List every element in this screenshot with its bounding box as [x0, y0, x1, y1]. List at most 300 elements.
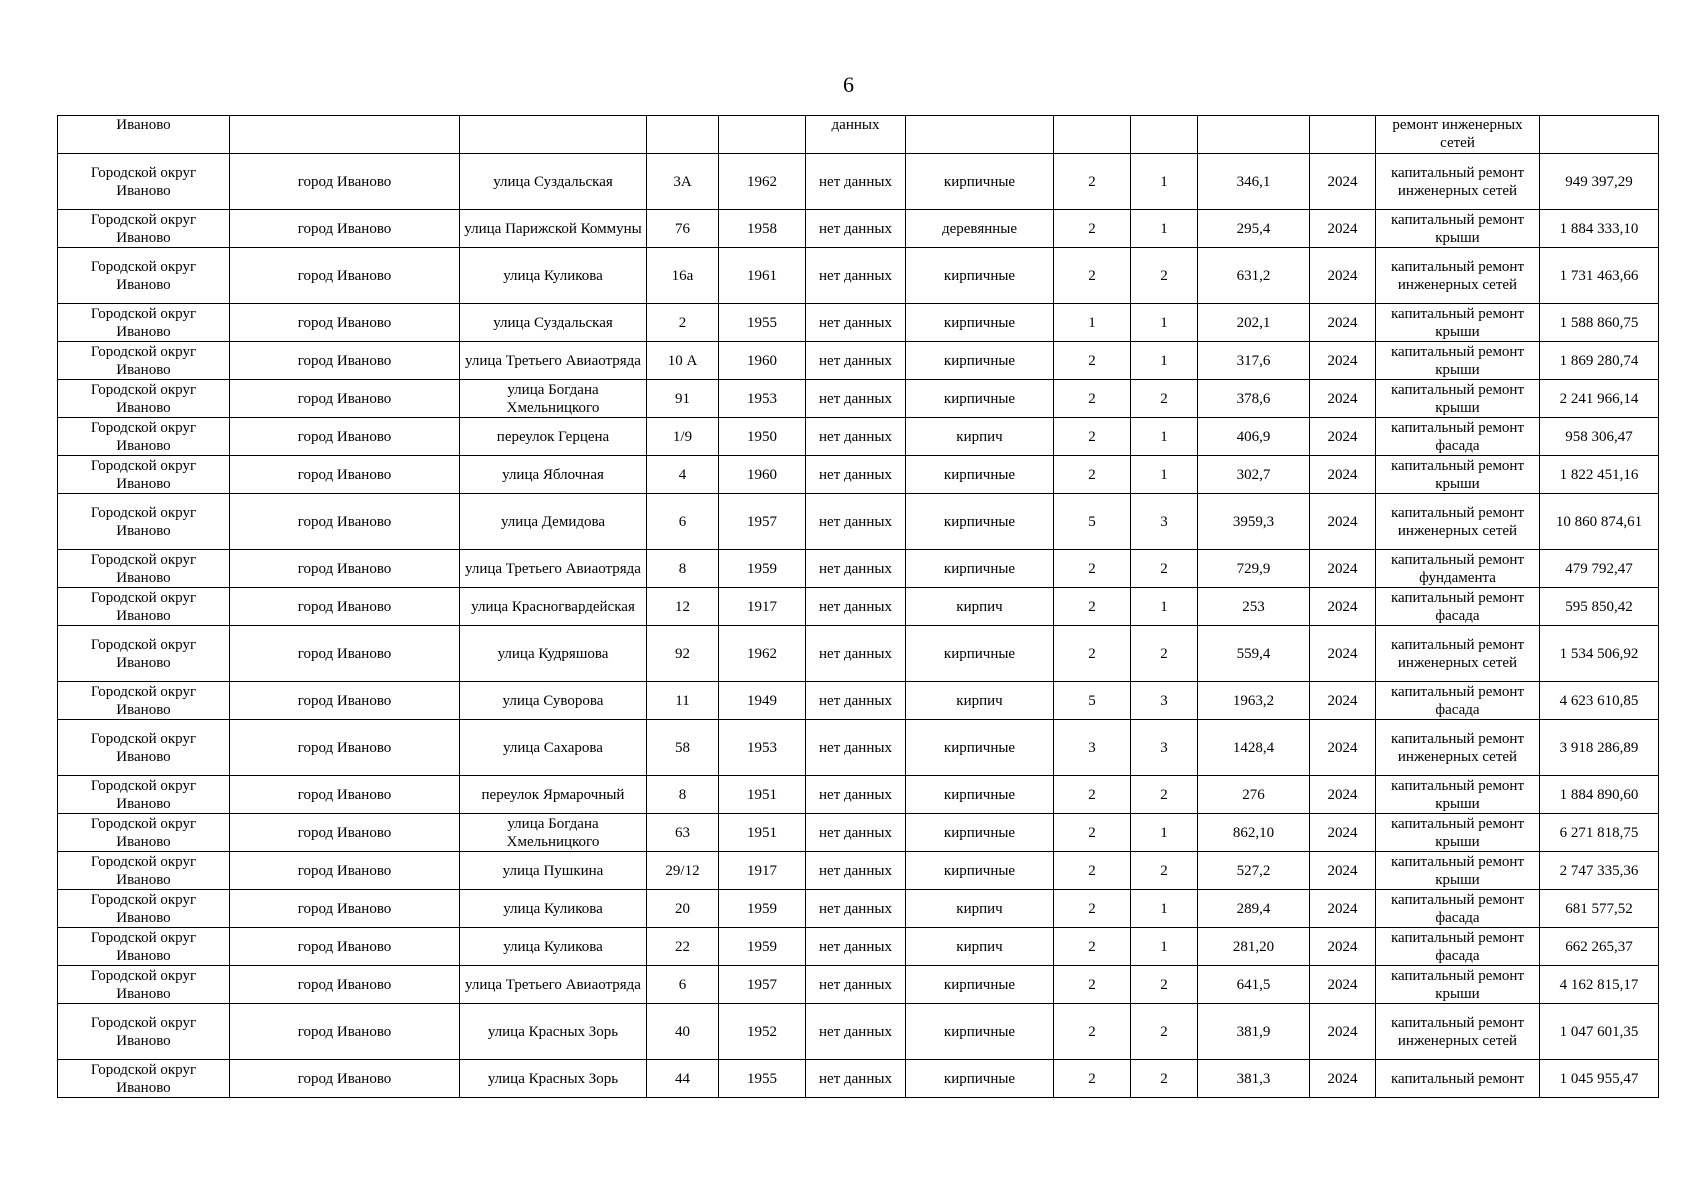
cell-house: 20	[647, 890, 719, 928]
table-row	[58, 776, 1659, 814]
cell-series: нет данных	[806, 1060, 906, 1098]
cell-year: 1955	[719, 304, 806, 342]
cell-street: улица Куликова	[460, 928, 647, 966]
cell-series: нет данных	[806, 588, 906, 626]
cell-area: 302,7	[1198, 456, 1310, 494]
cell-area: 641,5	[1198, 966, 1310, 1004]
cell-series: нет данных	[806, 890, 906, 928]
cell-floors: 2	[1054, 456, 1131, 494]
cell-settlement: город Иваново	[230, 304, 460, 342]
cell-year: 1958	[719, 210, 806, 248]
cell-municipality: Городской округ Иваново	[58, 1004, 230, 1060]
cell-plan-year: 2024	[1310, 380, 1376, 418]
cell-wall-material: кирпичные	[906, 966, 1054, 1004]
cell-work-type: капитальный ремонт крыши	[1376, 304, 1540, 342]
cell-house: 3А	[647, 154, 719, 210]
cell-plan-year: 2024	[1310, 418, 1376, 456]
cell-settlement	[230, 116, 460, 154]
cell-plan-year: 2024	[1310, 1004, 1376, 1060]
cell-cost: 10 860 874,61	[1540, 494, 1659, 550]
cell-entrances: 2	[1131, 248, 1198, 304]
cell-floors: 2	[1054, 966, 1131, 1004]
cell-wall-material: кирпичные	[906, 1060, 1054, 1098]
cell-house: 8	[647, 776, 719, 814]
cell-year: 1961	[719, 248, 806, 304]
cell-house: 4	[647, 456, 719, 494]
cell-plan-year: 2024	[1310, 304, 1376, 342]
cell-cost: 1 884 890,60	[1540, 776, 1659, 814]
cell-house: 40	[647, 1004, 719, 1060]
cell-area: 289,4	[1198, 890, 1310, 928]
cell-plan-year: 2024	[1310, 626, 1376, 682]
cell-house: 8	[647, 550, 719, 588]
cell-floors: 3	[1054, 720, 1131, 776]
cell-settlement: город Иваново	[230, 494, 460, 550]
cell-plan-year: 2024	[1310, 210, 1376, 248]
cell-year	[719, 116, 806, 154]
cell-settlement: город Иваново	[230, 588, 460, 626]
cell-area: 406,9	[1198, 418, 1310, 456]
cell-work-type: капитальный ремонт крыши	[1376, 852, 1540, 890]
cell-year: 1962	[719, 626, 806, 682]
cell-area: 276	[1198, 776, 1310, 814]
cell-house: 12	[647, 588, 719, 626]
cell-area: 281,20	[1198, 928, 1310, 966]
cell-series: нет данных	[806, 380, 906, 418]
cell-municipality: Городской округ Иваново	[58, 814, 230, 852]
cell-floors: 2	[1054, 1004, 1131, 1060]
cell-work-type: капитальный ремонт инженерных сетей	[1376, 1004, 1540, 1060]
cell-street: улица Третьего Авиаотряда	[460, 550, 647, 588]
cell-work-type: капитальный ремонт крыши	[1376, 210, 1540, 248]
table-row	[58, 966, 1659, 1004]
cell-entrances: 1	[1131, 456, 1198, 494]
cell-street: улица Суздальская	[460, 304, 647, 342]
cell-house: 44	[647, 1060, 719, 1098]
table-row	[58, 814, 1659, 852]
table-row	[58, 154, 1659, 210]
cell-wall-material: кирпичные	[906, 456, 1054, 494]
cell-entrances: 3	[1131, 682, 1198, 720]
cell-plan-year: 2024	[1310, 852, 1376, 890]
cell-municipality: Городской округ Иваново	[58, 210, 230, 248]
cell-house: 91	[647, 380, 719, 418]
cell-plan-year: 2024	[1310, 494, 1376, 550]
table-row	[58, 456, 1659, 494]
cell-floors: 2	[1054, 154, 1131, 210]
table-row	[58, 682, 1659, 720]
cell-area: 202,1	[1198, 304, 1310, 342]
cell-work-type: капитальный ремонт инженерных сетей	[1376, 154, 1540, 210]
cell-settlement: город Иваново	[230, 1004, 460, 1060]
cell-street: улица Третьего Авиаотряда	[460, 342, 647, 380]
cell-year: 1959	[719, 890, 806, 928]
cell-year: 1960	[719, 342, 806, 380]
cell-work-type: капитальный ремонт крыши	[1376, 966, 1540, 1004]
table-row	[58, 550, 1659, 588]
cell-cost: 1 822 451,16	[1540, 456, 1659, 494]
cell-municipality: Городской округ Иваново	[58, 776, 230, 814]
cell-house: 22	[647, 928, 719, 966]
cell-wall-material: кирпичные	[906, 380, 1054, 418]
cell-series: нет данных	[806, 928, 906, 966]
cell-series: данных	[806, 116, 906, 154]
table-body	[58, 116, 1659, 1098]
cell-year: 1960	[719, 456, 806, 494]
cell-settlement: город Иваново	[230, 626, 460, 682]
cell-series: нет данных	[806, 342, 906, 380]
cell-work-type: капитальный ремонт инженерных сетей	[1376, 494, 1540, 550]
cell-settlement: город Иваново	[230, 248, 460, 304]
cell-year: 1949	[719, 682, 806, 720]
cell-street: улица Суздальская	[460, 154, 647, 210]
cell-street: улица Куликова	[460, 248, 647, 304]
cell-plan-year: 2024	[1310, 814, 1376, 852]
cell-cost: 949 397,29	[1540, 154, 1659, 210]
cell-series: нет данных	[806, 720, 906, 776]
cell-settlement: город Иваново	[230, 852, 460, 890]
cell-wall-material: кирпичные	[906, 720, 1054, 776]
cell-area	[1198, 116, 1310, 154]
cell-plan-year: 2024	[1310, 966, 1376, 1004]
cell-settlement: город Иваново	[230, 210, 460, 248]
cell-entrances	[1131, 116, 1198, 154]
cell-area: 346,1	[1198, 154, 1310, 210]
table-row	[58, 248, 1659, 304]
cell-plan-year: 2024	[1310, 682, 1376, 720]
cell-cost: 479 792,47	[1540, 550, 1659, 588]
cell-entrances: 2	[1131, 626, 1198, 682]
cell-floors: 2	[1054, 890, 1131, 928]
cell-work-type: капитальный ремонт фундамента	[1376, 550, 1540, 588]
cell-plan-year: 2024	[1310, 720, 1376, 776]
cell-settlement: город Иваново	[230, 776, 460, 814]
cell-work-type: капитальный ремонт крыши	[1376, 814, 1540, 852]
cell-street	[460, 116, 647, 154]
cell-house: 92	[647, 626, 719, 682]
cell-cost	[1540, 116, 1659, 154]
cell-street: улица Третьего Авиаотряда	[460, 966, 647, 1004]
cell-area: 381,9	[1198, 1004, 1310, 1060]
cell-floors: 1	[1054, 304, 1131, 342]
cell-entrances: 1	[1131, 304, 1198, 342]
cell-plan-year	[1310, 116, 1376, 154]
cell-cost: 958 306,47	[1540, 418, 1659, 456]
table-row	[58, 494, 1659, 550]
cell-street: улица Красных Зорь	[460, 1060, 647, 1098]
cell-cost: 1 047 601,35	[1540, 1004, 1659, 1060]
cell-work-type: капитальный ремонт фасада	[1376, 928, 1540, 966]
cell-municipality: Иваново	[58, 116, 230, 154]
cell-house: 76	[647, 210, 719, 248]
cell-cost: 2 241 966,14	[1540, 380, 1659, 418]
cell-work-type: капитальный ремонт крыши	[1376, 776, 1540, 814]
cell-cost: 6 271 818,75	[1540, 814, 1659, 852]
cell-area: 729,9	[1198, 550, 1310, 588]
cell-settlement: город Иваново	[230, 418, 460, 456]
cell-wall-material: кирпичные	[906, 248, 1054, 304]
cell-settlement: город Иваново	[230, 154, 460, 210]
cell-cost: 3 918 286,89	[1540, 720, 1659, 776]
cell-entrances: 2	[1131, 1060, 1198, 1098]
cell-work-type: капитальный ремонт фасада	[1376, 890, 1540, 928]
cell-entrances: 3	[1131, 494, 1198, 550]
cell-municipality: Городской округ Иваново	[58, 852, 230, 890]
cell-wall-material: кирпичные	[906, 626, 1054, 682]
cell-settlement: город Иваново	[230, 890, 460, 928]
cell-cost: 662 265,37	[1540, 928, 1659, 966]
cell-street: переулок Ярмарочный	[460, 776, 647, 814]
cell-house: 1/9	[647, 418, 719, 456]
cell-street: улица Красных Зорь	[460, 1004, 647, 1060]
cell-year: 1917	[719, 852, 806, 890]
cell-street: улица Демидова	[460, 494, 647, 550]
cell-floors: 2	[1054, 1060, 1131, 1098]
cell-plan-year: 2024	[1310, 928, 1376, 966]
cell-wall-material: кирпич	[906, 928, 1054, 966]
cell-wall-material: кирпичные	[906, 154, 1054, 210]
cell-series: нет данных	[806, 304, 906, 342]
cell-area: 862,10	[1198, 814, 1310, 852]
cell-cost: 1 045 955,47	[1540, 1060, 1659, 1098]
cell-floors	[1054, 116, 1131, 154]
cell-house: 2	[647, 304, 719, 342]
table-row	[58, 852, 1659, 890]
cell-area: 1428,4	[1198, 720, 1310, 776]
cell-entrances: 1	[1131, 928, 1198, 966]
cell-wall-material: кирпич	[906, 890, 1054, 928]
cell-cost: 1 534 506,92	[1540, 626, 1659, 682]
table-row	[58, 1004, 1659, 1060]
table-row	[58, 720, 1659, 776]
cell-year: 1953	[719, 720, 806, 776]
cell-floors: 2	[1054, 550, 1131, 588]
cell-work-type: капитальный ремонт фасада	[1376, 588, 1540, 626]
cell-year: 1951	[719, 814, 806, 852]
cell-street: улица Парижской Коммуны	[460, 210, 647, 248]
cell-work-type: капитальный ремонт крыши	[1376, 456, 1540, 494]
cell-wall-material: кирпичные	[906, 550, 1054, 588]
cell-area: 527,2	[1198, 852, 1310, 890]
cell-cost: 4 623 610,85	[1540, 682, 1659, 720]
cell-street: улица Яблочная	[460, 456, 647, 494]
cell-house: 6	[647, 494, 719, 550]
cell-plan-year: 2024	[1310, 588, 1376, 626]
cell-house: 10 А	[647, 342, 719, 380]
cell-plan-year: 2024	[1310, 342, 1376, 380]
cell-year: 1953	[719, 380, 806, 418]
table-row	[58, 418, 1659, 456]
cell-year: 1951	[719, 776, 806, 814]
cell-street: улица Сахарова	[460, 720, 647, 776]
cell-street: улица Суворова	[460, 682, 647, 720]
cell-street: улица Пушкина	[460, 852, 647, 890]
cell-area: 378,6	[1198, 380, 1310, 418]
cell-settlement: город Иваново	[230, 1060, 460, 1098]
cell-series: нет данных	[806, 210, 906, 248]
cell-settlement: город Иваново	[230, 814, 460, 852]
cell-entrances: 1	[1131, 210, 1198, 248]
cell-year: 1955	[719, 1060, 806, 1098]
cell-cost: 681 577,52	[1540, 890, 1659, 928]
cell-entrances: 2	[1131, 776, 1198, 814]
cell-municipality: Городской округ Иваново	[58, 418, 230, 456]
cell-entrances: 1	[1131, 814, 1198, 852]
cell-year: 1962	[719, 154, 806, 210]
cell-street: улица Куликова	[460, 890, 647, 928]
cell-municipality: Городской округ Иваново	[58, 1060, 230, 1098]
cell-street: улица Красногвардейская	[460, 588, 647, 626]
cell-municipality: Городской округ Иваново	[58, 456, 230, 494]
cell-settlement: город Иваново	[230, 550, 460, 588]
cell-plan-year: 2024	[1310, 776, 1376, 814]
cell-floors: 2	[1054, 928, 1131, 966]
cell-entrances: 2	[1131, 380, 1198, 418]
cell-area: 559,4	[1198, 626, 1310, 682]
cell-cost: 1 869 280,74	[1540, 342, 1659, 380]
cell-year: 1950	[719, 418, 806, 456]
cell-house: 58	[647, 720, 719, 776]
cell-area: 295,4	[1198, 210, 1310, 248]
table-row	[58, 626, 1659, 682]
cell-entrances: 3	[1131, 720, 1198, 776]
table-row	[58, 928, 1659, 966]
cell-floors: 5	[1054, 682, 1131, 720]
cell-series: нет данных	[806, 626, 906, 682]
cell-settlement: город Иваново	[230, 966, 460, 1004]
cell-floors: 2	[1054, 814, 1131, 852]
cell-street: переулок Герцена	[460, 418, 647, 456]
cell-floors: 2	[1054, 380, 1131, 418]
cell-wall-material: кирпичные	[906, 1004, 1054, 1060]
cell-wall-material	[906, 116, 1054, 154]
cell-cost: 1 731 463,66	[1540, 248, 1659, 304]
cell-floors: 5	[1054, 494, 1131, 550]
cell-series: нет данных	[806, 248, 906, 304]
cell-series: нет данных	[806, 852, 906, 890]
cell-year: 1917	[719, 588, 806, 626]
cell-wall-material: кирпичные	[906, 852, 1054, 890]
table-row	[58, 588, 1659, 626]
cell-municipality: Городской округ Иваново	[58, 304, 230, 342]
cell-work-type: ремонт инженерных сетей	[1376, 116, 1540, 154]
cell-floors: 2	[1054, 248, 1131, 304]
cell-cost: 2 747 335,36	[1540, 852, 1659, 890]
cell-series: нет данных	[806, 776, 906, 814]
cell-area: 381,3	[1198, 1060, 1310, 1098]
cell-series: нет данных	[806, 682, 906, 720]
cell-settlement: город Иваново	[230, 342, 460, 380]
cell-floors: 2	[1054, 852, 1131, 890]
cell-plan-year: 2024	[1310, 154, 1376, 210]
cell-floors: 2	[1054, 588, 1131, 626]
cell-work-type: капитальный ремонт инженерных сетей	[1376, 626, 1540, 682]
cell-work-type: капитальный ремонт фасада	[1376, 418, 1540, 456]
cell-work-type: капитальный ремонт крыши	[1376, 342, 1540, 380]
cell-street: улица Богдана Хмельницкого	[460, 380, 647, 418]
cell-area: 253	[1198, 588, 1310, 626]
cell-entrances: 2	[1131, 852, 1198, 890]
cell-series: нет данных	[806, 494, 906, 550]
cell-plan-year: 2024	[1310, 456, 1376, 494]
table-row	[58, 304, 1659, 342]
cell-entrances: 2	[1131, 1004, 1198, 1060]
cell-municipality: Городской округ Иваново	[58, 380, 230, 418]
cell-municipality: Городской округ Иваново	[58, 248, 230, 304]
table-row	[58, 1060, 1659, 1098]
cell-entrances: 2	[1131, 550, 1198, 588]
cell-street: улица Богдана Хмельницкого	[460, 814, 647, 852]
cell-cost: 4 162 815,17	[1540, 966, 1659, 1004]
cell-area: 631,2	[1198, 248, 1310, 304]
cell-series: нет данных	[806, 154, 906, 210]
cell-municipality: Городской округ Иваново	[58, 342, 230, 380]
cell-area: 3959,3	[1198, 494, 1310, 550]
cell-wall-material: кирпичные	[906, 776, 1054, 814]
cell-plan-year: 2024	[1310, 550, 1376, 588]
cell-municipality: Городской округ Иваново	[58, 550, 230, 588]
cell-series: нет данных	[806, 550, 906, 588]
cell-entrances: 1	[1131, 342, 1198, 380]
cell-floors: 2	[1054, 626, 1131, 682]
cell-house: 63	[647, 814, 719, 852]
cell-municipality: Городской округ Иваново	[58, 626, 230, 682]
cell-plan-year: 2024	[1310, 1060, 1376, 1098]
cell-settlement: город Иваново	[230, 720, 460, 776]
cell-wall-material: кирпичные	[906, 342, 1054, 380]
cell-plan-year: 2024	[1310, 890, 1376, 928]
cell-work-type: капитальный ремонт	[1376, 1060, 1540, 1098]
cell-series: нет данных	[806, 966, 906, 1004]
cell-entrances: 1	[1131, 588, 1198, 626]
cell-entrances: 1	[1131, 418, 1198, 456]
cell-entrances: 1	[1131, 890, 1198, 928]
cell-area: 1963,2	[1198, 682, 1310, 720]
cell-work-type: капитальный ремонт инженерных сетей	[1376, 248, 1540, 304]
page-number: 6	[843, 72, 854, 97]
table-row	[58, 380, 1659, 418]
cell-cost: 595 850,42	[1540, 588, 1659, 626]
cell-house: 11	[647, 682, 719, 720]
cell-year: 1959	[719, 928, 806, 966]
cell-house: 6	[647, 966, 719, 1004]
cell-series: нет данных	[806, 814, 906, 852]
table-row	[58, 890, 1659, 928]
cell-municipality: Городской округ Иваново	[58, 682, 230, 720]
cell-year: 1957	[719, 494, 806, 550]
cell-work-type: капитальный ремонт инженерных сетей	[1376, 720, 1540, 776]
cell-settlement: город Иваново	[230, 456, 460, 494]
cell-street: улица Кудряшова	[460, 626, 647, 682]
cell-wall-material: деревянные	[906, 210, 1054, 248]
cell-floors: 2	[1054, 776, 1131, 814]
cell-wall-material: кирпич	[906, 682, 1054, 720]
cell-work-type: капитальный ремонт фасада	[1376, 682, 1540, 720]
cell-year: 1959	[719, 550, 806, 588]
cell-municipality: Городской округ Иваново	[58, 928, 230, 966]
cell-entrances: 2	[1131, 966, 1198, 1004]
cell-wall-material: кирпичные	[906, 814, 1054, 852]
cell-house	[647, 116, 719, 154]
cell-settlement: город Иваново	[230, 380, 460, 418]
cell-municipality: Городской округ Иваново	[58, 588, 230, 626]
cell-municipality: Городской округ Иваново	[58, 720, 230, 776]
cell-municipality: Городской округ Иваново	[58, 154, 230, 210]
cell-settlement: город Иваново	[230, 928, 460, 966]
cell-floors: 2	[1054, 210, 1131, 248]
cell-work-type: капитальный ремонт крыши	[1376, 380, 1540, 418]
cell-series: нет данных	[806, 418, 906, 456]
